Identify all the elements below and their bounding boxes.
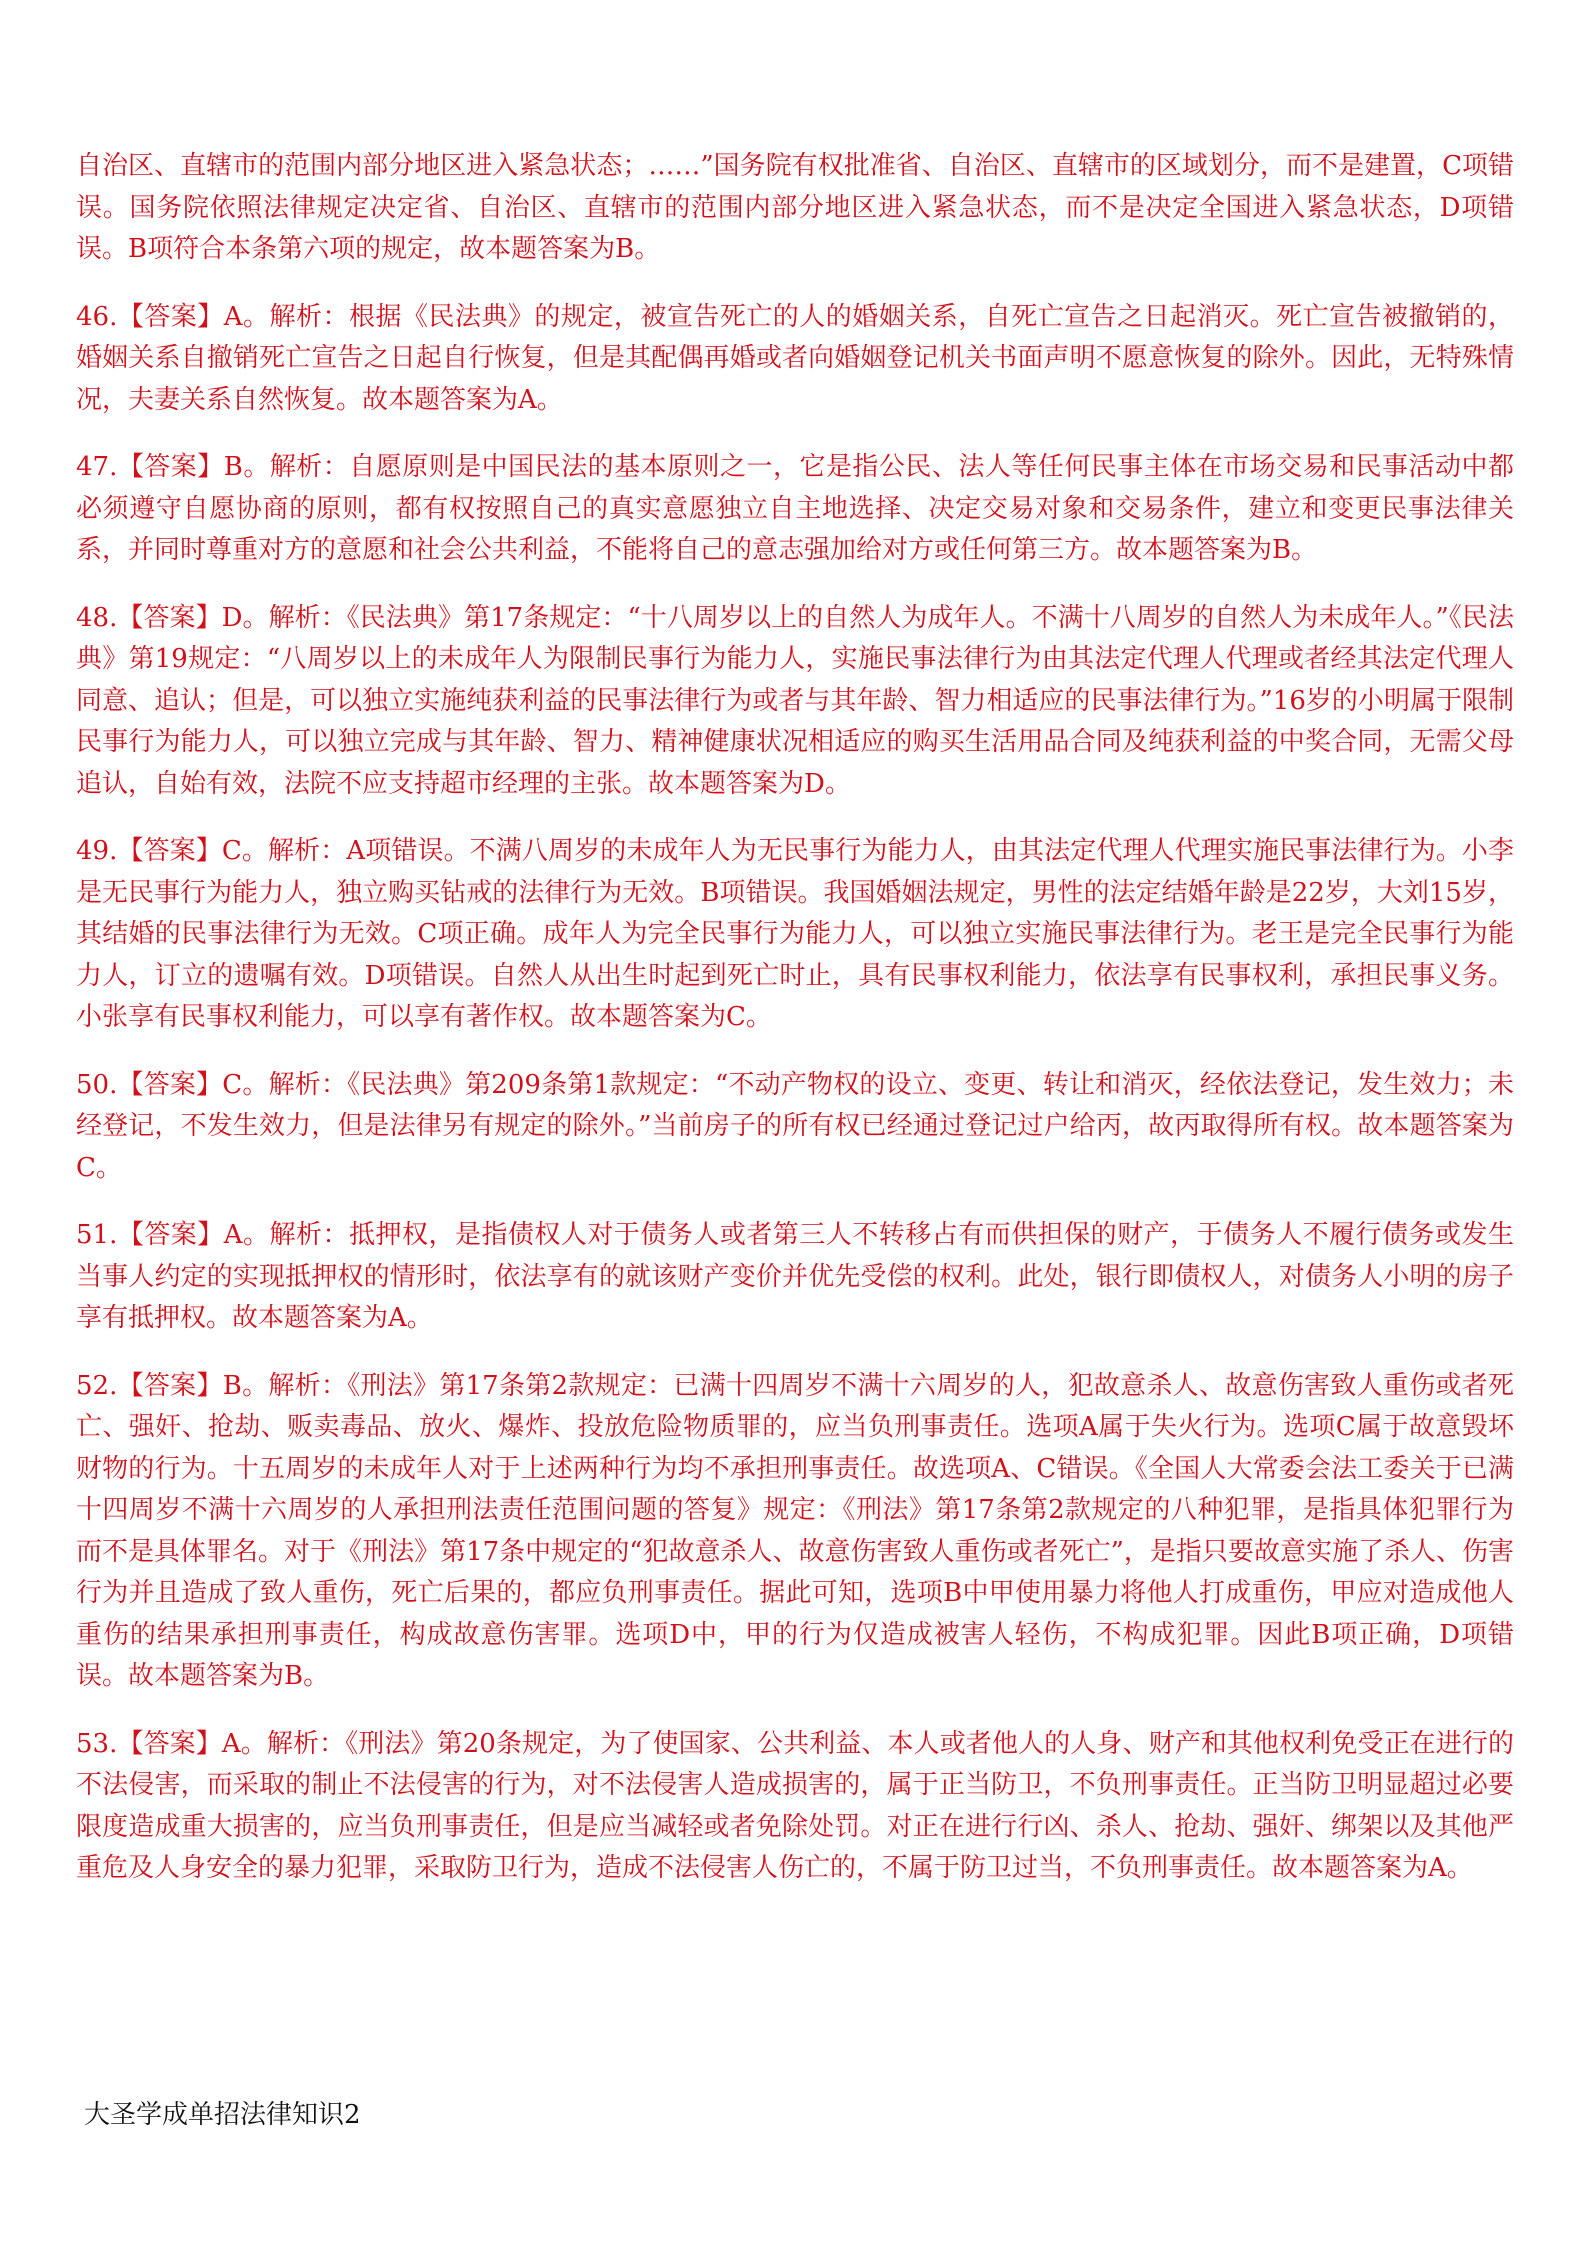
paragraph-49: 49.【答案】C。解析：A项错误。不满八周岁的未成年人为无民事行为能力人，由其法定代理人代理实施民事法律行为。小李是无民事行为能力人，独立购买钻戒的法律行为无效。B项错误。我国婚姻法规定，男性的法定结婚年龄是22岁，大刘15岁，其结婚的民事法律行为无效。C项正确。成年人为完全民事行为能力人，可以独立实施民事法律行为。老王是完全民事行为能力人，订立的遗嘱有效。D项错误。自然人从出生时起到死亡时止，具有民事权利能力，依法享有民事权利，承担民事义务。小张享有民事权利能力，可以享有著作权。故本题答案为C。 bbox=[76, 836, 1514, 1032]
paragraph-48: 48.【答案】D。解析：《民法典》第17条规定：“十八周岁以上的自然人为成年人。不满十八周岁的自然人为未成年人。”《民法典》第19规定：“八周岁以上的未成年人为限制民事行为能力人，实施民事法律行为由其法定代理人代理或者经其法定代理人同意、追认；但是，可以独立实施纯获利益的民事法律行为或者与其年龄、智力相适应的民事法律行为。”16岁的小明属于限制民事行为能力人，可以独立完成与其年龄、智力、精神健康状况相适应的购买生活用品合同及纯获利益的中奖合同，无需父母追认，自始有效，法院不应支持超市经理的主张。故本题答案为D。 bbox=[76, 602, 1514, 799]
paragraph-51: 51.【答案】A。解析：抵押权，是指债权人对于债务人或者第三人不转移占有而供担保的财产，于债务人不履行债务或发生当事人约定的实现抵押权的情形时，依法享有的就该财产变价并优先受偿的权利。此处，银行即债权人，对债务人小明的房子享有抵押权。故本题答案为A。 bbox=[76, 1220, 1514, 1333]
paragraph-45-continuation: 自治区、直辖市的范围内部分地区进入紧急状态；……”国务院有权批准省、自治区、直辖市的区域划分，而不是建置，C项错误。国务院依照法律规定决定省、自治区、直辖市的范围内部分地区进入紧急状态，而不是决定全国进入紧急状态，D项错误。B项符合本条第六项的规定，故本题答案为B。 bbox=[76, 151, 1514, 264]
paragraph-50: 50.【答案】C。解析：《民法典》第209条第1款规定：“不动产物权的设立、变更、转让和消灭，经依法登记，发生效力；未经登记，不发生效力，但是法律另有规定的除外。”当前房子的所有权已经通过登记过户给丙，故丙取得所有权。故本题答案为C。 bbox=[76, 1069, 1514, 1183]
paragraph-46: 46.【答案】A。解析：根据《民法典》的规定，被宣告死亡的人的婚姻关系，自死亡宣告之日起消灭。死亡宣告被撤销的，婚姻关系自撤销死亡宣告之日起自行恢复，但是其配偶再婚或者向婚姻登记机关书面声明不愿意恢复的除外。因此，无特殊情况，夫妻关系自然恢复。故本题答案为A。 bbox=[76, 301, 1514, 415]
paragraph-52: 52.【答案】B。解析：《刑法》第17条第2款规定：已满十四周岁不满十六周岁的人，犯故意杀人、故意伤害致人重伤或者死亡、强奸、抢劫、贩卖毒品、放火、爆炸、投放危险物质罪的，应当负刑事责任。选项A属于失火行为。选项C属于故意毁坏财物的行为。十五周岁的未成年人对于上述两种行为均不承担刑事责任。故选项A、C错误。《全国人大常委会法工委关于已满十四周岁不满十六周岁的人承担刑法责任范围问题的答复》规定：《刑法》第17条第2款规定的八种犯罪，是指具体犯罪行为而不是具体罪名。对于《刑法》第17条中规定的“犯故意杀人、故意伤害致人重伤或者死亡”，是指只要故意实施了杀人、伤害行为并且造成了致人重伤，死亡后果的，都应负刑事责任。据此可知，选项B中甲使用暴力将他人打成重伤，甲应对造成他人重伤的结果承担刑事责任，构成故意伤害罪。选项D中，甲的行为仅造成被害人轻伤，不构成犯罪。因此B项正确，D项错误。故本题答案为B。 bbox=[76, 1370, 1514, 1691]
paragraph-53: 53.【答案】A。解析：《刑法》第20条规定，为了使国家、公共利益、本人或者他人的人身、财产和其他权利免受正在进行的不法侵害，而采取的制止不法侵害的行为，对不法侵害人造成损害的，属于正当防卫，不负刑事责任。正当防卫明显超过必要限度造成重大损害的，应当负刑事责任，但是应当减轻或者免除处罚。对正在进行行凶、杀人、抢劫、强奸、绑架以及其他严重危及人身安全的暴力犯罪，采取防卫行为，造成不法侵害人伤亡的，不属于防卫过当，不负刑事责任。故本题答案为A。 bbox=[76, 1728, 1514, 1883]
page-footer: 大圣学成单招法律知识2 bbox=[84, 2100, 361, 2130]
answer-explanations bbox=[76, 146, 1514, 1916]
paragraph-47: 47.【答案】B。解析：自愿原则是中国民法的基本原则之一，它是指公民、法人等任何民事主体在市场交易和民事活动中都必须遵守自愿协商的原则，都有权按照自己的真实意愿独立自主地选择、决定交易对象和交易条件，建立和变更民事法律关系，并同时尊重对方的意愿和社会公共利益，不能将自己的意志强加给对方或任何第三方。故本题答案为B。 bbox=[76, 452, 1514, 565]
